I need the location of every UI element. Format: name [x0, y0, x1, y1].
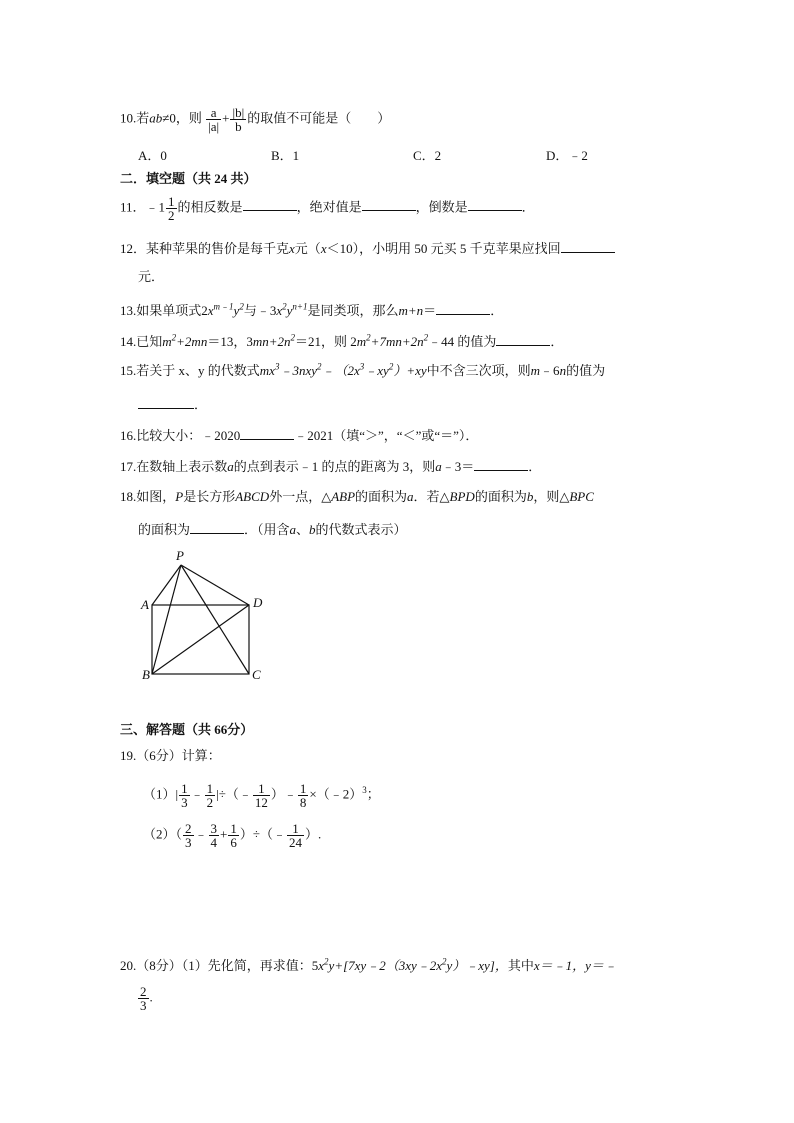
q11-fraction — [166, 195, 177, 222]
q20-t1: 20.（8分）（1）先化简，再求值：5 — [120, 958, 319, 973]
q15-expression: $mx^3﹣3nxy^2﹣(2x^3﹣xy^2)+xy$ — [259, 361, 427, 378]
q19p2-f3n: 1 — [230, 821, 237, 836]
choice-b[interactable]: B．1 — [271, 148, 300, 163]
q12-blank[interactable] — [561, 238, 615, 253]
q13-blank[interactable] — [436, 300, 490, 315]
q14-expr1: $m^2+2mn$ — [162, 332, 208, 349]
q12-t2: 元（ — [294, 241, 321, 256]
segment-pa — [152, 565, 181, 605]
question-17 — [120, 456, 541, 476]
question-13: 13.如果单项式$2x^{m﹣1}y^2$与$﹣3x^2y^{n+1}$是同类项，那么m+n＝ ． — [120, 301, 504, 318]
q20-values: x＝﹣1，y＝﹣ — [533, 958, 617, 973]
question-19-title: 19.（6分）计算： — [120, 748, 221, 763]
question-11 — [120, 195, 535, 222]
q19p2-f3d: 6 — [230, 835, 237, 850]
q19p1-f3d: 12 — [254, 795, 268, 810]
q19p1-close: ）﹣ — [270, 786, 297, 802]
choice-a[interactable]: A．0 — [138, 148, 167, 163]
q11-blank-2[interactable] — [362, 196, 416, 211]
q18-figure — [130, 546, 280, 686]
q19p1-label: （1） — [143, 786, 176, 802]
question-15 — [120, 362, 605, 380]
q19p1-f3 — [253, 782, 270, 809]
q16-t2: ﹣2021（填“＞”，“＜”或“＝”）． — [294, 428, 479, 443]
q19p1-div: ÷（﹣ — [218, 786, 252, 802]
q11-blank-3[interactable] — [468, 196, 522, 211]
q18-t5: ．若△ — [413, 489, 450, 504]
q12-x2: x — [320, 241, 327, 256]
q13-term1: $x^{m﹣1}y^2$ — [207, 301, 244, 318]
q14-t1: 14.已知 — [120, 334, 163, 349]
q15-t3: ﹣6 — [540, 363, 560, 378]
q11-t2: ，绝对值是 — [296, 199, 362, 215]
q13-t1: 13.如果单项式 — [120, 303, 202, 318]
q18-bpd: BPD — [449, 489, 475, 504]
q11-num: 1 — [168, 194, 175, 209]
q19p1-f4d: 8 — [299, 795, 307, 810]
q19p2-label: （2）（ — [143, 826, 183, 842]
q16-t1: 16.比较大小：﹣2020 — [120, 428, 241, 443]
q13-t3: 是同类项，那么 — [307, 303, 399, 318]
q10-number: 10. — [120, 110, 137, 126]
segment-pb — [152, 565, 181, 674]
q10-question: 的取值不可能是（ ） — [247, 110, 391, 126]
q15-n: n — [559, 363, 567, 378]
q19p2-f1d: 3 — [185, 835, 192, 850]
q10-fraction-1 — [206, 106, 221, 133]
q10-text: 若 — [136, 110, 150, 126]
q10-fraction-2 — [230, 106, 246, 133]
label-d: D — [253, 595, 263, 610]
q12-line-2: 元． — [138, 269, 165, 284]
q18-abcd: ABCD — [235, 489, 270, 504]
q17-t2: 的点到表示﹣1 的点的距离为 3，则 — [233, 459, 436, 474]
q13-term2: $x^2y^{n+1}$ — [276, 301, 308, 318]
question-16 — [120, 425, 478, 445]
q11-number: 11． — [120, 199, 146, 215]
q20-fraction — [138, 985, 149, 1012]
q16-blank[interactable] — [240, 425, 294, 440]
q19p2-f2n: 3 — [210, 821, 218, 836]
q20-fn: 2 — [140, 984, 147, 999]
q10-ab: ab — [149, 110, 163, 126]
q18-p: P — [175, 489, 184, 504]
question-18 — [120, 488, 594, 506]
question-14 — [120, 331, 563, 351]
choice-c[interactable]: C．2 — [413, 148, 442, 163]
q11-den: 2 — [168, 208, 175, 223]
q20-fd: 3 — [140, 998, 147, 1013]
q18-l2a: 的面积为 — [138, 522, 191, 537]
q18-l2d: 的代数式表示） — [315, 522, 407, 537]
q19-part-2: （2）（ $\frac{2}{3}$ ﹣ $\frac{3}{4}$ + $\frac{1}{6}$ ）÷（﹣ $\frac{1}{24}$ ）. — [143, 821, 322, 850]
q11-t1: 的相反数是 — [177, 199, 243, 215]
q19p2-mid: ）÷（﹣ — [239, 826, 287, 842]
q19p2-f2d: 4 — [210, 835, 218, 850]
q14-expr3: $m^2+7mn+2n^2$ — [356, 332, 429, 349]
q18-bpc: BPC — [569, 489, 594, 504]
q18-abp: ABP — [331, 489, 356, 504]
label-p: P — [176, 548, 184, 563]
q19p1-f1d: 3 — [181, 795, 188, 810]
q18-blank[interactable] — [190, 519, 244, 534]
q18-line-2 — [138, 519, 407, 539]
q17-blank[interactable] — [474, 456, 528, 471]
q19p1-f4n: 1 — [299, 781, 307, 796]
q11-t4: ． — [521, 199, 535, 215]
q20-t2: 其中 — [507, 958, 534, 973]
q20-line-2 — [137, 985, 153, 1012]
q17-t3: ﹣3＝ — [441, 459, 475, 474]
q18-t7: ，则△ — [533, 489, 570, 504]
q18-l2b: ．（用含 — [244, 522, 290, 537]
q19p2-f4n: 1 — [287, 822, 304, 836]
q19p2-f4 — [287, 822, 304, 849]
q19p2-f2 — [209, 822, 220, 849]
q19p1-exp: 3 — [362, 785, 367, 796]
q18-l2c: 、 — [296, 522, 310, 537]
q19p1-f1 — [179, 782, 190, 809]
q17-t4: ． — [528, 459, 542, 474]
q19p1-f2d: 2 — [206, 795, 214, 810]
q18-b2: b — [309, 522, 316, 537]
q18-t4: 的面积为 — [355, 489, 408, 504]
q19p1-f4 — [298, 782, 309, 809]
q15-t1: 15.若关于 x、y 的代数式 — [120, 363, 260, 378]
q18-a: a — [407, 489, 414, 504]
q20-end: . — [149, 989, 153, 1005]
q19-part-1: （1）| $\frac{1}{3}$ ﹣ $\frac{1}{2}$ |÷（﹣ $\frac{1}{12}$ ）﹣ $\frac{1}{8}$ ×（﹣2）$^3$； — [143, 781, 380, 810]
section-2-heading: 二．填空题（共 24 共） — [120, 171, 257, 186]
q19p2-f3 — [228, 822, 239, 849]
q18-b: b — [526, 489, 534, 504]
q10-condition: ≠0，则 — [162, 110, 202, 126]
q10-frac1-den: |a| — [208, 119, 220, 134]
q18-t3: 外一点，△ — [269, 489, 332, 504]
q19p2-end: ）. — [305, 826, 322, 842]
q19p2-f1 — [183, 822, 194, 849]
choice-d[interactable]: D．﹣2 — [546, 148, 588, 163]
q17-a2: a — [435, 459, 442, 474]
q12-t1: 12．某种苹果的售价是每千克 — [120, 241, 290, 256]
q18-a2: a — [289, 522, 297, 537]
question-10 — [120, 106, 390, 133]
q12-t3: ＜10），小明用 50 元买 5 千克苹果应找回 — [326, 241, 561, 256]
q19p1-f3n: 1 — [253, 782, 270, 796]
q19p1-tail: ×（﹣2） — [309, 786, 363, 802]
q10-frac1-num: a — [206, 106, 221, 120]
segment-pd — [181, 565, 249, 605]
label-a: A — [141, 597, 149, 612]
q13-t4: ＝ — [423, 303, 437, 318]
q14-expr2: $mn+2n^2$ — [252, 332, 296, 349]
q14-blank[interactable] — [496, 331, 550, 346]
q13-t2: 与﹣3 — [243, 303, 277, 318]
q18-t6: 的面积为 — [474, 489, 527, 504]
q19p2-f4d: 24 — [289, 835, 303, 850]
q17-a: a — [227, 459, 234, 474]
q14-t5: ． — [550, 334, 564, 349]
question-20 — [120, 957, 617, 975]
label-b: B — [142, 667, 150, 682]
q15-m: m — [530, 363, 541, 378]
q10-frac2-den: b — [235, 119, 242, 134]
question-12 — [120, 238, 615, 258]
q10-plus: + — [222, 110, 230, 126]
q14-t2: ＝13，3 — [207, 334, 253, 349]
q19p2-f1n: 2 — [185, 821, 192, 836]
label-c: C — [252, 667, 261, 682]
q18-t1: 18.如图， — [120, 489, 176, 504]
segment-bd — [152, 605, 249, 674]
q11-whole: ﹣1 — [145, 199, 166, 215]
q19p1-f1n: 1 — [181, 781, 188, 796]
q18-t2: 是长方形 — [183, 489, 236, 504]
q17-t1: 17.在数轴上表示数 — [120, 459, 228, 474]
q20-expression: $x^2y+[7xy﹣2(3xy﹣2x^2y)﹣xy]$， — [318, 956, 508, 973]
q13-t5: ． — [490, 303, 504, 318]
q15-t4: 的值为 — [566, 363, 606, 378]
q14-t3: ＝21，则 2 — [295, 334, 357, 349]
q15-end: ． — [194, 397, 208, 412]
q11-t3: ，倒数是 — [415, 199, 468, 215]
q15-line-2 — [138, 394, 207, 414]
segment-pc — [181, 565, 249, 674]
q19p1-f2 — [205, 782, 216, 809]
q12-x: x — [289, 241, 295, 256]
q11-blank-1[interactable] — [243, 196, 297, 211]
q15-t2: 中不含三次项，则 — [426, 363, 531, 378]
q14-t4: ﹣44 的值为 — [428, 334, 497, 349]
q15-blank[interactable] — [138, 394, 194, 409]
q10-frac2-num: |b| — [232, 105, 245, 120]
section-3-heading: 三、解答题（共 66分） — [120, 722, 254, 737]
q19p1-f2n: 1 — [206, 781, 214, 796]
q13-mn: m+n — [398, 303, 424, 318]
q19p1-end: ； — [366, 786, 380, 802]
